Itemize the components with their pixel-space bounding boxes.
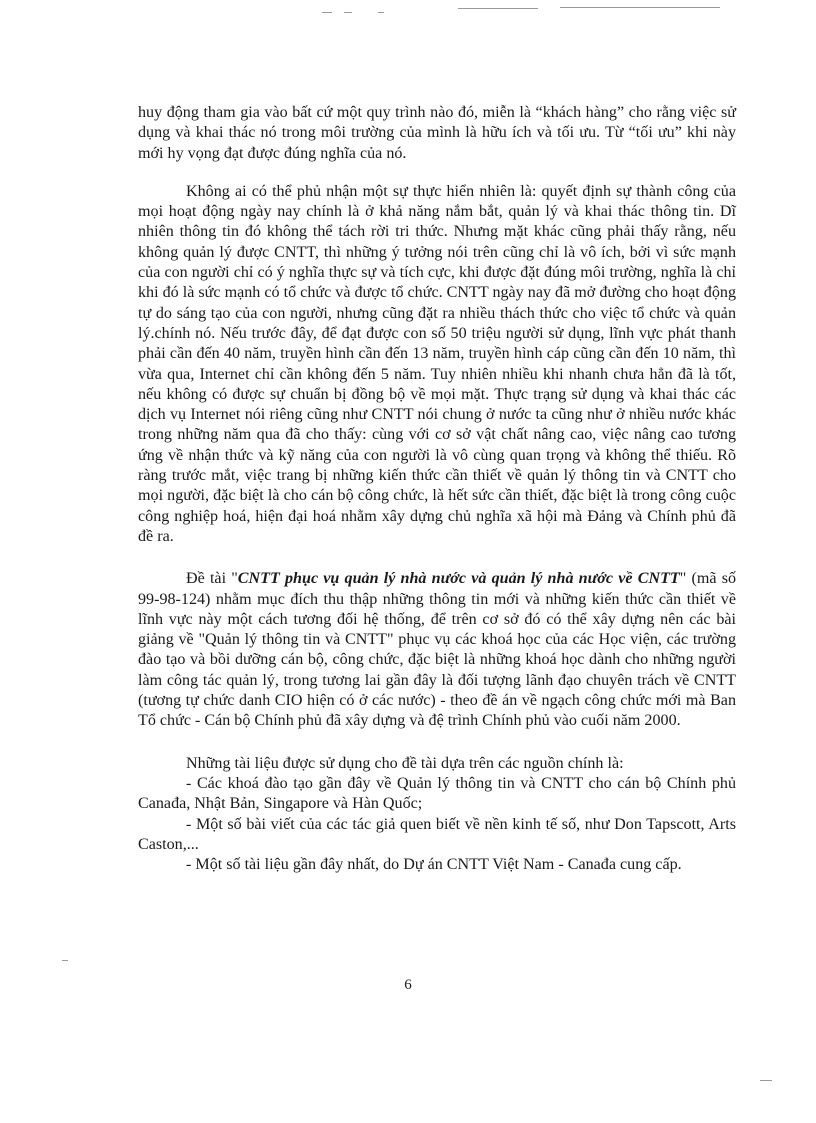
list-item: - Một số tài liệu gần đây nhất, do Dự án CNTT Việt Nam - Canađa cung cấp. bbox=[186, 856, 682, 874]
project-title: CNTT phục vụ quản lý nhà nước và quản lý nhà nước về CNTT bbox=[237, 570, 680, 588]
document-body bbox=[138, 103, 736, 875]
sources-intro: Những tài liệu được sử dụng cho đề tài dựa trên các nguồn chính là: bbox=[186, 754, 624, 772]
list-item: - Các khoá đào tạo gần đây về Quản lý thông tin và CNTT cho cán bộ Chính phủ Canađa, Nhật Bản, Singapore và Hàn Quốc; bbox=[138, 774, 736, 813]
paragraph-3-rest: " (mã số 99-98-124) nhằm mục đích thu thập những thông tin mới và những kiến thức cần thiết về lĩnh vực này một cách tương đối hệ thống, để trên cơ sở đó có thể xây dựng nên các bài giảng về "Quản lý thông tin và CNTT" phục vụ các khoá học của các Học viện, các trường đào tạo và bồi dưỡng cán bộ, công chức, đặc biệt là những khoá học dành cho những người làm công tác quản lý, trong tương lai gần đây là đối tượng lãnh đạo chuyên trách về CNTT (tương tự chức danh CIO hiện có ở các nước) - theo đề án về ngạch công chức mới mà Ban Tổ chức - Cán bộ Chính phủ đã xây dựng và đệ trình Chính phủ vào cuối năm 2000. bbox=[138, 570, 736, 730]
paragraph-1: huy động tham gia vào bất cứ một quy trình nào đó, miễn là “khách hàng” cho rằng việc sử dụng và khai thác nó trong môi trường của mình là hữu ích và tối ưu. Từ “tối ưu” khi này mới hy vọng đạt được đúng nghĩa của nó. bbox=[138, 104, 736, 162]
page-number: 6 bbox=[404, 977, 412, 993]
paragraph-2: Không ai có thể phủ nhận một sự thực hiển nhiên là: quyết định sự thành công của mọi hoạt động ngày nay chính là ở khả năng nắm bắt, quản lý và khai thác thông tin. Dĩ nhiên thông tin đó không thể tách rời tri thức. Nhưng mặt khác cũng phải thấy rằng, nếu không quản lý được CNTT, thì những ý tưởng nói trên cũng chỉ là vô ích, bởi vì sức mạnh của con người chỉ có ý nghĩa thực sự và tích cực, khi được đặt đúng môi trường, nghĩa là chỉ khi đó là sức mạnh có tổ chức và được tổ chức. CNTT ngày nay đã mở đường cho hoạt động tự do sáng tạo của con người, nhưng cũng đặt ra nhiều thách thức cho việc tổ chức và quản lý.chính nó. Nếu trước đây, để đạt được con số 50 triệu người sử dụng, lĩnh vực phát thanh phải cần đến 40 năm, truyền hình cần đến 13 năm, truyền hình cáp cũng cần đến 10 năm, thì vừa qua, Internet chỉ cần không đến 5 năm. Tuy nhiên nhiều khi nhanh chưa hẳn đã là tốt, nếu không có được sự chuẩn bị đồng bộ về mọi mặt. Thực trạng sử dụng và khai thác các dịch vụ Internet nói riêng cũng như CNTT nói chung ở nước ta cũng như ở nhiều nước khác trong những năm qua đã cho thấy: cùng với cơ sở vật chất nâng cao, việc nâng cao tương ứng về nhận thức và kỹ năng của con người là vô cùng quan trọng và không thể thiếu. Rõ ràng trước mắt, việc trang bị những kiến thức cần thiết về quản lý thông tin và CNTT cho mọi người, đặc biệt là cho cán bộ công chức, là hết sức cần thiết, đặc biệt là trong công cuộc công nghiệp hoá, hiện đại hoá nhằm xây dựng chủ nghĩa xã hội mà Đảng và Chính phủ đã đề ra. bbox=[138, 182, 736, 545]
paragraph-3-lead: Đề tài " bbox=[186, 570, 238, 588]
paragraph-3 bbox=[138, 569, 736, 731]
list-item: - Một số bài viết của các tác giả quen biết về nền kinh tế số, như Don Tapscott, Arts Caston,... bbox=[138, 815, 736, 853]
